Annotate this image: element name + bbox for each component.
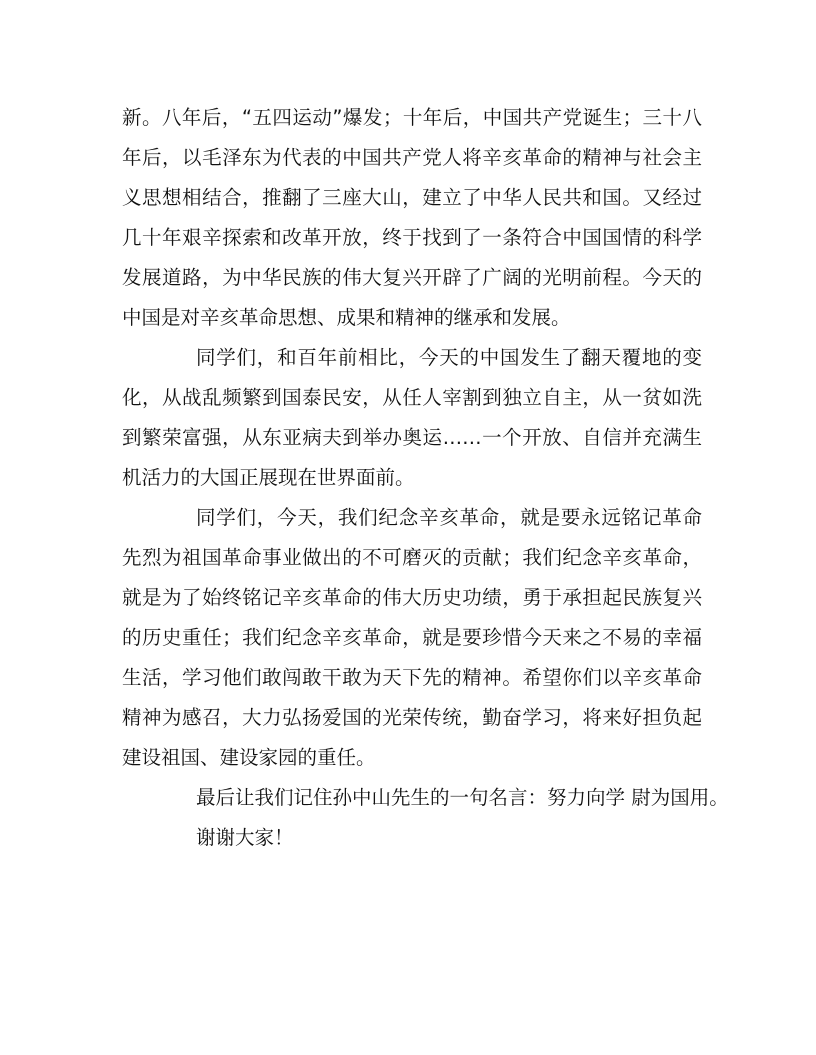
- closing-quote-line: 最后让我们记住孙中山先生的一句名言：努力向学 尉为国用。: [196, 786, 729, 809]
- document-body: [122, 98, 729, 858]
- paragraph-history: 新。八年后，“五四运动”爆发；十年后，中国共产党诞生；三十八年后，以毛泽东为代表的中国共产党人将辛亥革命的精神与社会主义思想相结合，推翻了三座大山，建立了中华人民共和国。又经过几十年艰辛探索和改革开放，终于找到了一条符合中国国情的科学发展道路，为中华民族的伟大复兴开辟了广阔的光明前程。今天的中国是对辛亥革命思想、成果和精神的继承和发展。: [122, 106, 702, 329]
- paragraph-commemoration: 同学们，今天，我们纪念辛亥革命，就是要永远铭记革命先烈为祖国革命事业做出的不可磨灭的贡献；我们纪念辛亥革命，就是为了始终铭记辛亥革命的伟大历史功绩，勇于承担起民族复兴的历史重任；我们纪念辛亥革命，就是要珍惜今天来之不易的幸福生活，学习他们敢闯敢干敢为天下先的精神。希望你们以辛亥革命精神为感召，大力弘扬爱国的光荣传统，勤奋学习，将来好担负起建设祖国、建设家园的重任。: [122, 506, 702, 769]
- paragraph-changes: 同学们，和百年前相比，今天的中国发生了翻天覆地的变化，从战乱频繁到国泰民安，从任人宰割到独立自主，从一贫如洗到繁荣富强，从东亚病夫到举办奥运……一个开放、自信并充满生机活力的大国正展现在世界面前。: [122, 346, 702, 489]
- thanks-line: 谢谢大家！: [196, 826, 294, 849]
